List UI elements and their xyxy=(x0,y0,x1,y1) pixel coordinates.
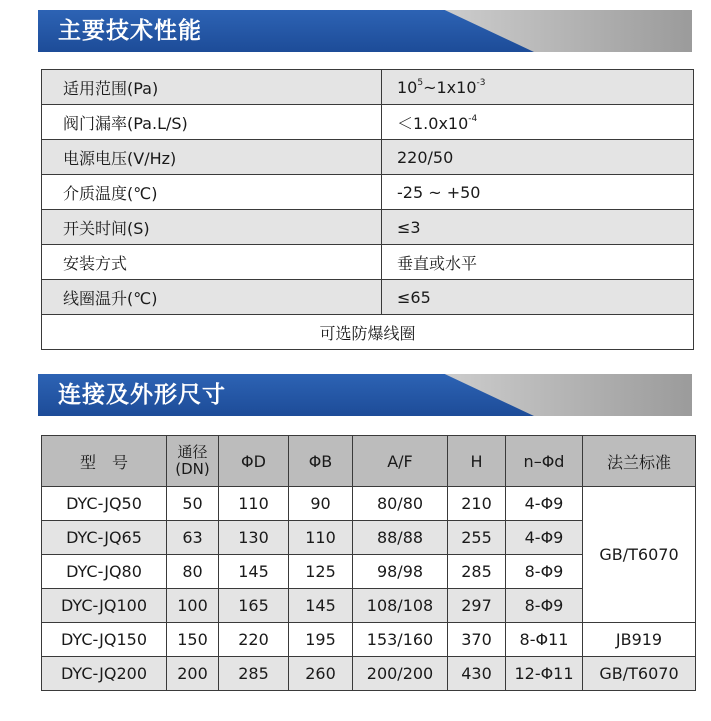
cell-nd: 8-Φ9 xyxy=(506,555,583,589)
spec-label: 电源电压(V/Hz) xyxy=(42,140,382,175)
header-nd: n–Φd xyxy=(506,436,583,487)
cell-model: DYC-JQ200 xyxy=(42,657,167,691)
header-dn xyxy=(167,436,219,487)
spec-row xyxy=(42,140,694,175)
cell-phiD: 285 xyxy=(219,657,289,691)
cell-phiD: 110 xyxy=(219,487,289,521)
spec-label: 安装方式 xyxy=(42,245,382,280)
spec-row xyxy=(42,70,694,105)
spec-value xyxy=(382,70,694,105)
spec-value: -25 ~ +50 xyxy=(382,175,694,210)
header-phiB: ΦB xyxy=(289,436,353,487)
cell-phiB: 145 xyxy=(289,589,353,623)
cell-standard: GB/T6070 xyxy=(583,657,696,691)
header-phiD: ΦD xyxy=(219,436,289,487)
spec-value: ≤65 xyxy=(382,280,694,315)
cell-dn: 50 xyxy=(167,487,219,521)
spec-label: 介质温度(℃) xyxy=(42,175,382,210)
spec-value xyxy=(382,105,694,140)
spec-value-exponent: -4 xyxy=(468,113,478,124)
spec-row xyxy=(42,245,694,280)
spec-value-exponent: -3 xyxy=(476,77,486,88)
cell-standard: GB/T6070 xyxy=(583,487,696,623)
table-row xyxy=(42,657,696,691)
spec-value: ≤3 xyxy=(382,210,694,245)
cell-model: DYC-JQ100 xyxy=(42,589,167,623)
cell-h: 255 xyxy=(448,521,506,555)
spec-label: 阀门漏率(Pa.L/S) xyxy=(42,105,382,140)
header-model: 型 号 xyxy=(42,436,167,487)
cell-phiB: 110 xyxy=(289,521,353,555)
spec-value-exponent: 5 xyxy=(417,77,424,88)
cell-model: DYC-JQ150 xyxy=(42,623,167,657)
dimensions-banner xyxy=(38,374,692,416)
cell-dn: 100 xyxy=(167,589,219,623)
spec-value-base: 10 xyxy=(397,77,418,97)
dimensions-table xyxy=(41,435,696,691)
cell-phiB: 125 xyxy=(289,555,353,589)
cell-model: DYC-JQ65 xyxy=(42,521,167,555)
table-header-row xyxy=(42,436,696,487)
cell-nd: 8-Φ9 xyxy=(506,589,583,623)
cell-phiB: 195 xyxy=(289,623,353,657)
cell-h: 285 xyxy=(448,555,506,589)
cell-model: DYC-JQ80 xyxy=(42,555,167,589)
performance-table xyxy=(41,69,694,350)
spec-value: 垂直或水平 xyxy=(382,245,694,280)
header-dn-line1: 通径 xyxy=(177,443,208,461)
cell-nd: 4-Φ9 xyxy=(506,521,583,555)
header-standard: 法兰标准 xyxy=(583,436,696,487)
cell-nd: 12-Φ11 xyxy=(506,657,583,691)
header-af: A/F xyxy=(353,436,448,487)
cell-standard: JB919 xyxy=(583,623,696,657)
spec-note-row xyxy=(42,315,694,350)
spec-row xyxy=(42,105,694,140)
cell-phiD: 145 xyxy=(219,555,289,589)
cell-dn: 80 xyxy=(167,555,219,589)
cell-h: 370 xyxy=(448,623,506,657)
cell-nd: 4-Φ9 xyxy=(506,487,583,521)
cell-af: 108/108 xyxy=(353,589,448,623)
cell-h: 430 xyxy=(448,657,506,691)
spec-value: 220/50 xyxy=(382,140,694,175)
spec-label: 适用范围(Pa) xyxy=(42,70,382,105)
cell-nd: 8-Φ11 xyxy=(506,623,583,657)
spec-row xyxy=(42,210,694,245)
table-row xyxy=(42,623,696,657)
performance-title: 主要技术性能 xyxy=(58,18,202,44)
spec-row xyxy=(42,280,694,315)
cell-phiD: 220 xyxy=(219,623,289,657)
spec-value-base: ＜1.0x10 xyxy=(397,113,469,133)
cell-af: 200/200 xyxy=(353,657,448,691)
cell-phiB: 90 xyxy=(289,487,353,521)
header-dn-line2: (DN) xyxy=(175,460,210,478)
spec-row xyxy=(42,175,694,210)
spec-label: 线圈温升(℃) xyxy=(42,280,382,315)
performance-banner xyxy=(38,10,692,52)
cell-af: 88/88 xyxy=(353,521,448,555)
dimensions-title: 连接及外形尺寸 xyxy=(58,382,226,408)
cell-dn: 63 xyxy=(167,521,219,555)
spec-label: 开关时间(S) xyxy=(42,210,382,245)
spec-note: 可选防爆线圈 xyxy=(42,315,694,350)
cell-h: 297 xyxy=(448,589,506,623)
cell-phiD: 130 xyxy=(219,521,289,555)
header-h: H xyxy=(448,436,506,487)
cell-phiB: 260 xyxy=(289,657,353,691)
cell-af: 80/80 xyxy=(353,487,448,521)
cell-dn: 200 xyxy=(167,657,219,691)
spec-value-mid: ~1x10 xyxy=(423,77,477,97)
cell-af: 98/98 xyxy=(353,555,448,589)
cell-af: 153/160 xyxy=(353,623,448,657)
cell-dn: 150 xyxy=(167,623,219,657)
table-row xyxy=(42,487,696,521)
cell-phiD: 165 xyxy=(219,589,289,623)
cell-model: DYC-JQ50 xyxy=(42,487,167,521)
cell-h: 210 xyxy=(448,487,506,521)
